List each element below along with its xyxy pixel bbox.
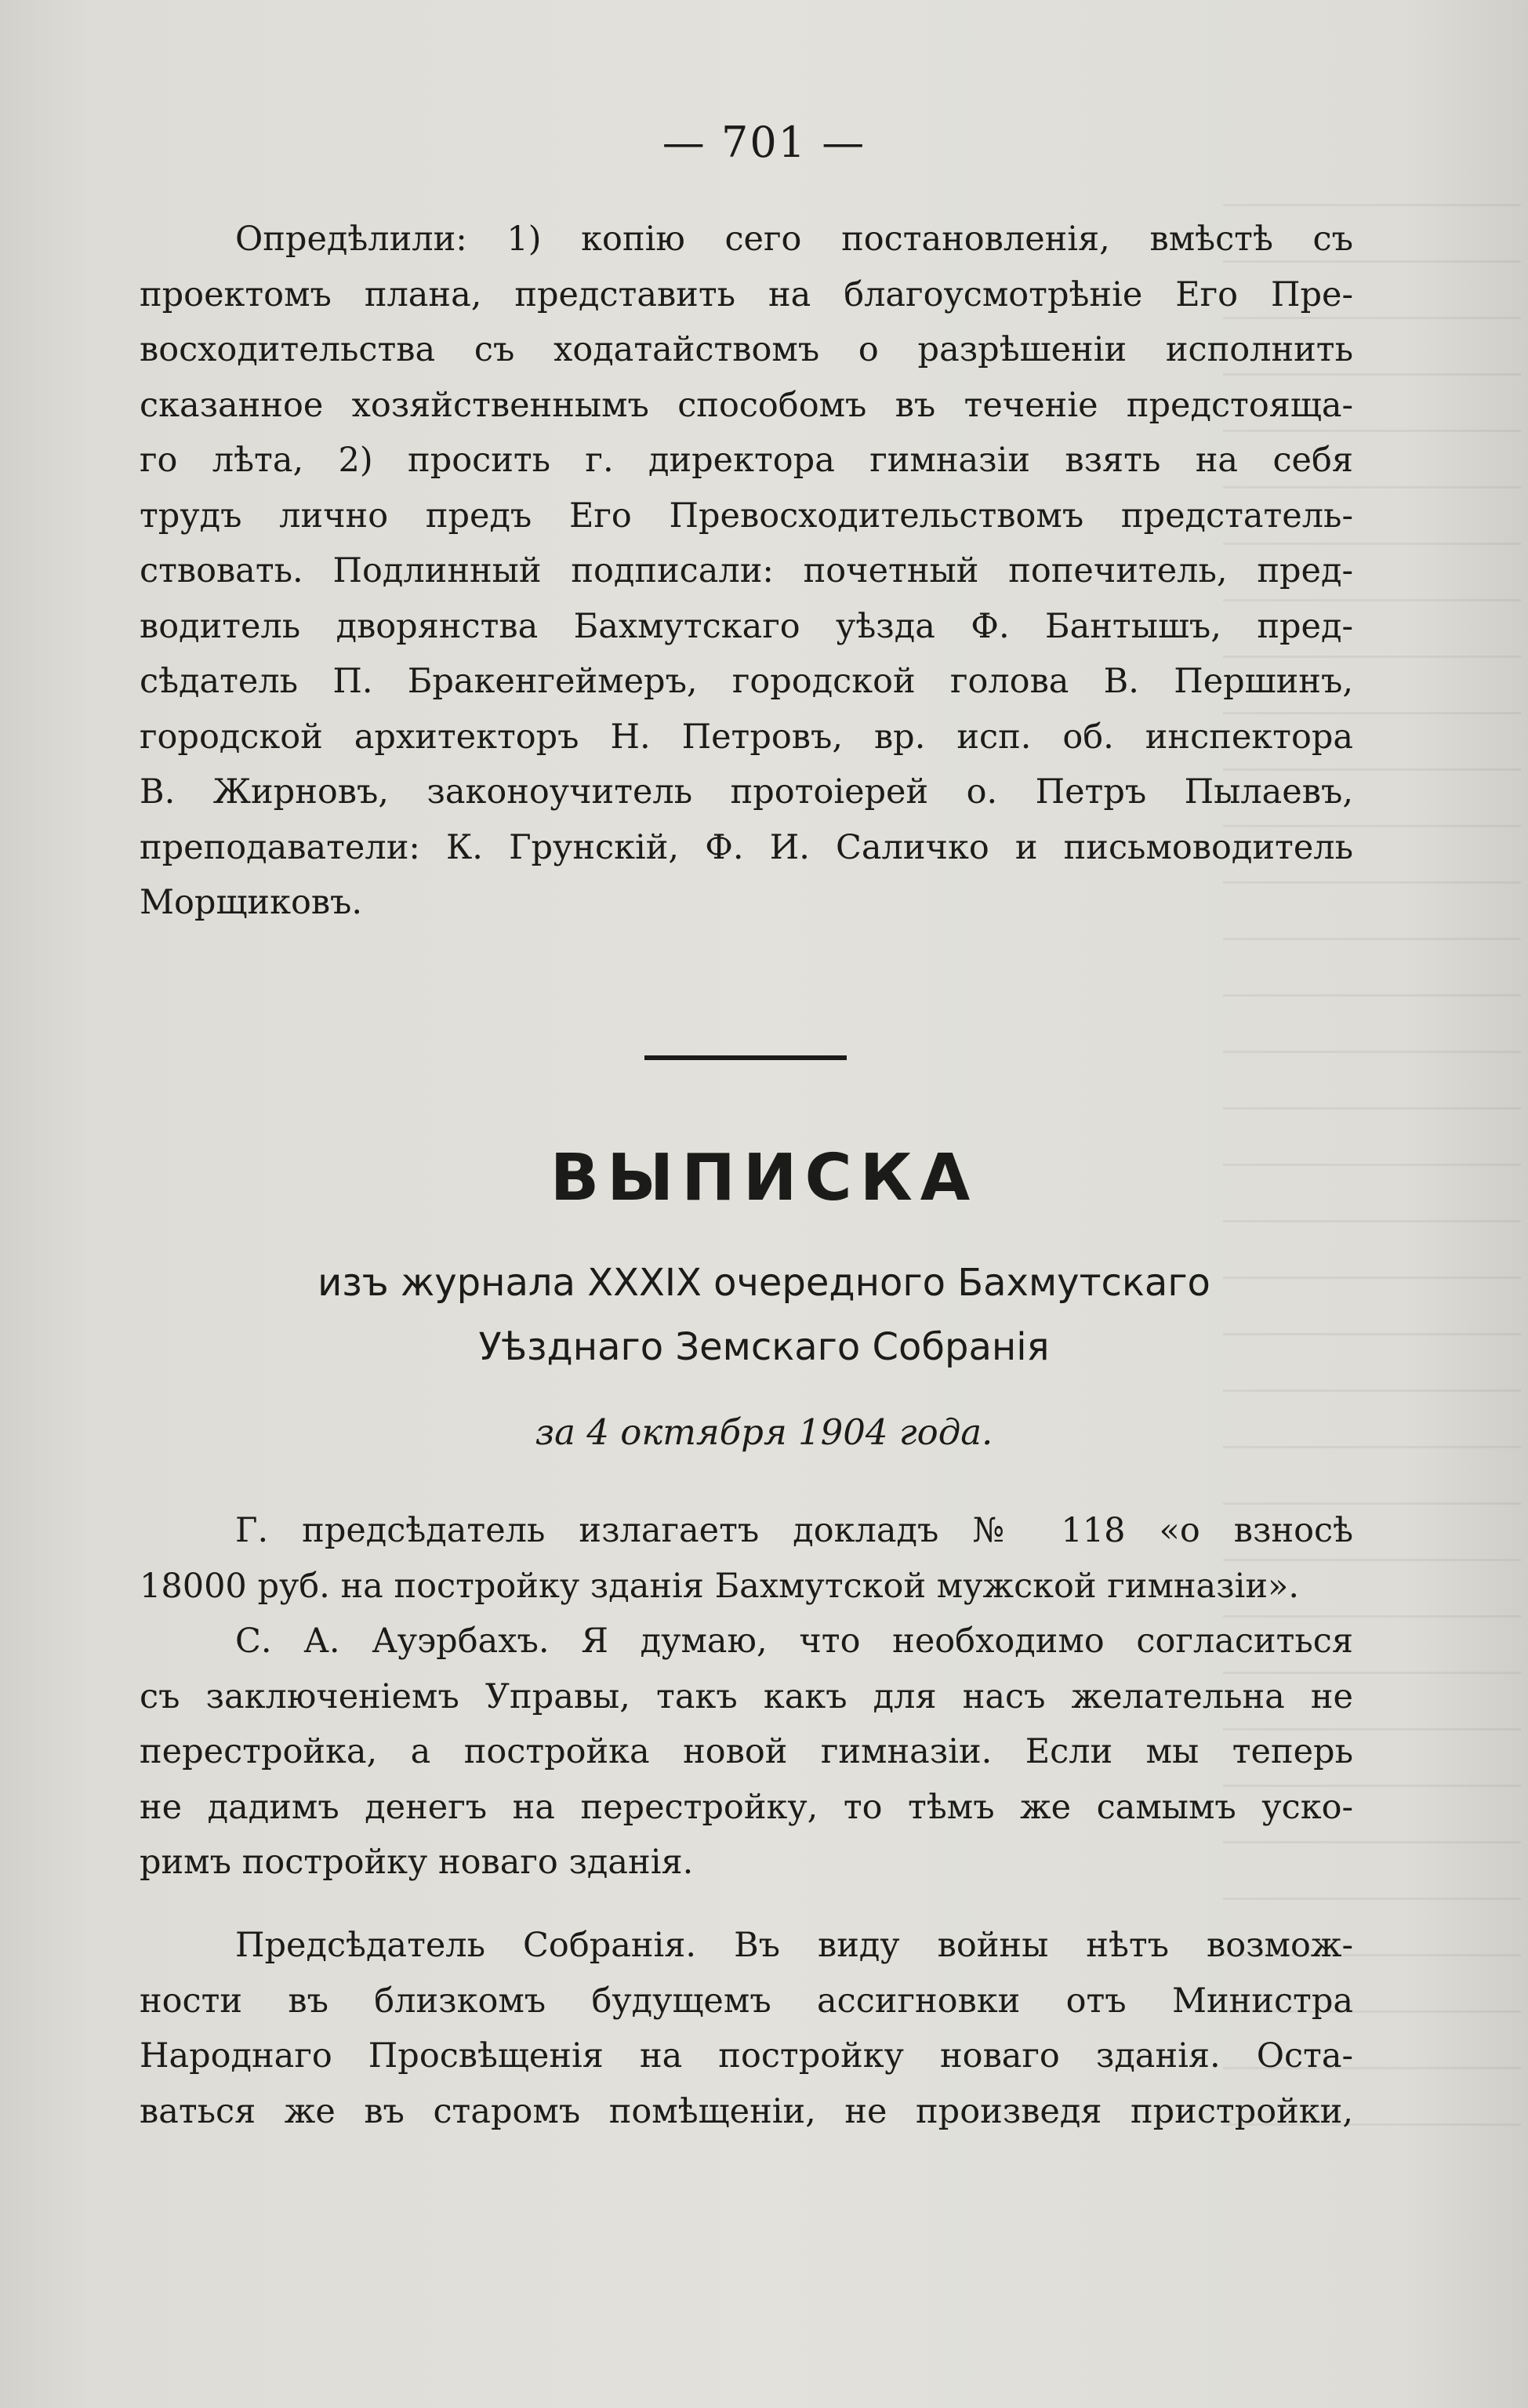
paragraph-chairman — [140, 1918, 1353, 2139]
text-line: С. А. Ауэрбахъ. Я думаю, что необходимо согласиться — [235, 1622, 1353, 1661]
text-line: го лѣта, 2) просить г. директора гимназіи взять на себя — [140, 441, 1353, 480]
text-line: трудъ лично предъ Его Превосходительствомъ предстатель- — [140, 496, 1353, 536]
text-line: сказанное хозяйственнымъ способомъ въ теченіе предстояща- — [140, 385, 1353, 425]
session-date: за 4 октября 1904 года. — [535, 1411, 993, 1453]
text-line: Г. предсѣдатель излагаетъ докладъ № 118 «о взносѣ — [235, 1511, 1353, 1550]
text-line: В. Жирновъ, законоучитель протоіерей о. Петръ Пылаевъ, — [140, 772, 1353, 812]
text-line: водитель дворянства Бахмутскаго уѣзда Ф. Бантышъ, пред- — [140, 606, 1353, 646]
paragraph-resolution — [140, 212, 1353, 931]
text-line: ваться же въ старомъ помѣщеніи, не произведя пристройки, — [140, 2091, 1353, 2131]
text-line: сѣдатель П. Бракенгеймеръ, городской голова В. Першинъ, — [140, 662, 1353, 701]
text-line: Народнаго Просвѣщенія на постройку новаго зданія. Оста- — [140, 2036, 1353, 2076]
text-line: не дадимъ денегъ на перестройку, то тѣмъ же самымъ уско- — [140, 1787, 1353, 1827]
section-divider — [644, 1055, 847, 1060]
section-title: ВЫПИСКА — [550, 1141, 978, 1215]
text-line: городской архитекторъ Н. Петровъ, вр. исп. об. инспектора — [140, 717, 1353, 757]
text-line: Предсѣдатель Собранія. Въ виду войны нѣтъ возмож- — [235, 1926, 1353, 1965]
text-line: 18000 руб. на постройку зданія Бахмутской мужской гимназіи». — [140, 1566, 1300, 1606]
text-line: Морщиковъ. — [140, 883, 363, 922]
page-number: — 701 — — [662, 118, 866, 167]
text-line: римъ постройку новаго зданія. — [140, 1843, 694, 1882]
text-line: съ заключеніемъ Управы, такъ какъ для насъ желательна не — [140, 1676, 1353, 1716]
text-line: проектомъ плана, представить на благоусмотрѣніе Его Пре- — [140, 274, 1353, 314]
subtitle-line-1: изъ журнала XXXIX очередного Бахмутскаго — [318, 1261, 1210, 1305]
text-line: ствовать. Подлинный подписали: почетный попечитель, пред- — [140, 551, 1353, 590]
text-line: ности въ близкомъ будущемъ ассигновки отъ Министра — [140, 1981, 1353, 2021]
paragraph-auerbach — [140, 1614, 1353, 1890]
text-line: преподаватели: К. Грунскій, Ф. И. Саличко и письмоводитель — [140, 827, 1353, 867]
text-line: восходительства съ ходатайствомъ о разрѣшеніи исполнить — [140, 330, 1353, 369]
text-line: Опредѣлили: 1) копію сего постановленія, вмѣстѣ съ — [235, 220, 1353, 259]
text-line: перестройка, а постройка новой гимназіи. Если мы теперь — [140, 1732, 1353, 1771]
subtitle-line-2: Уѣзднаго Земскаго Собранія — [478, 1325, 1050, 1369]
paragraph-report — [140, 1503, 1353, 1614]
